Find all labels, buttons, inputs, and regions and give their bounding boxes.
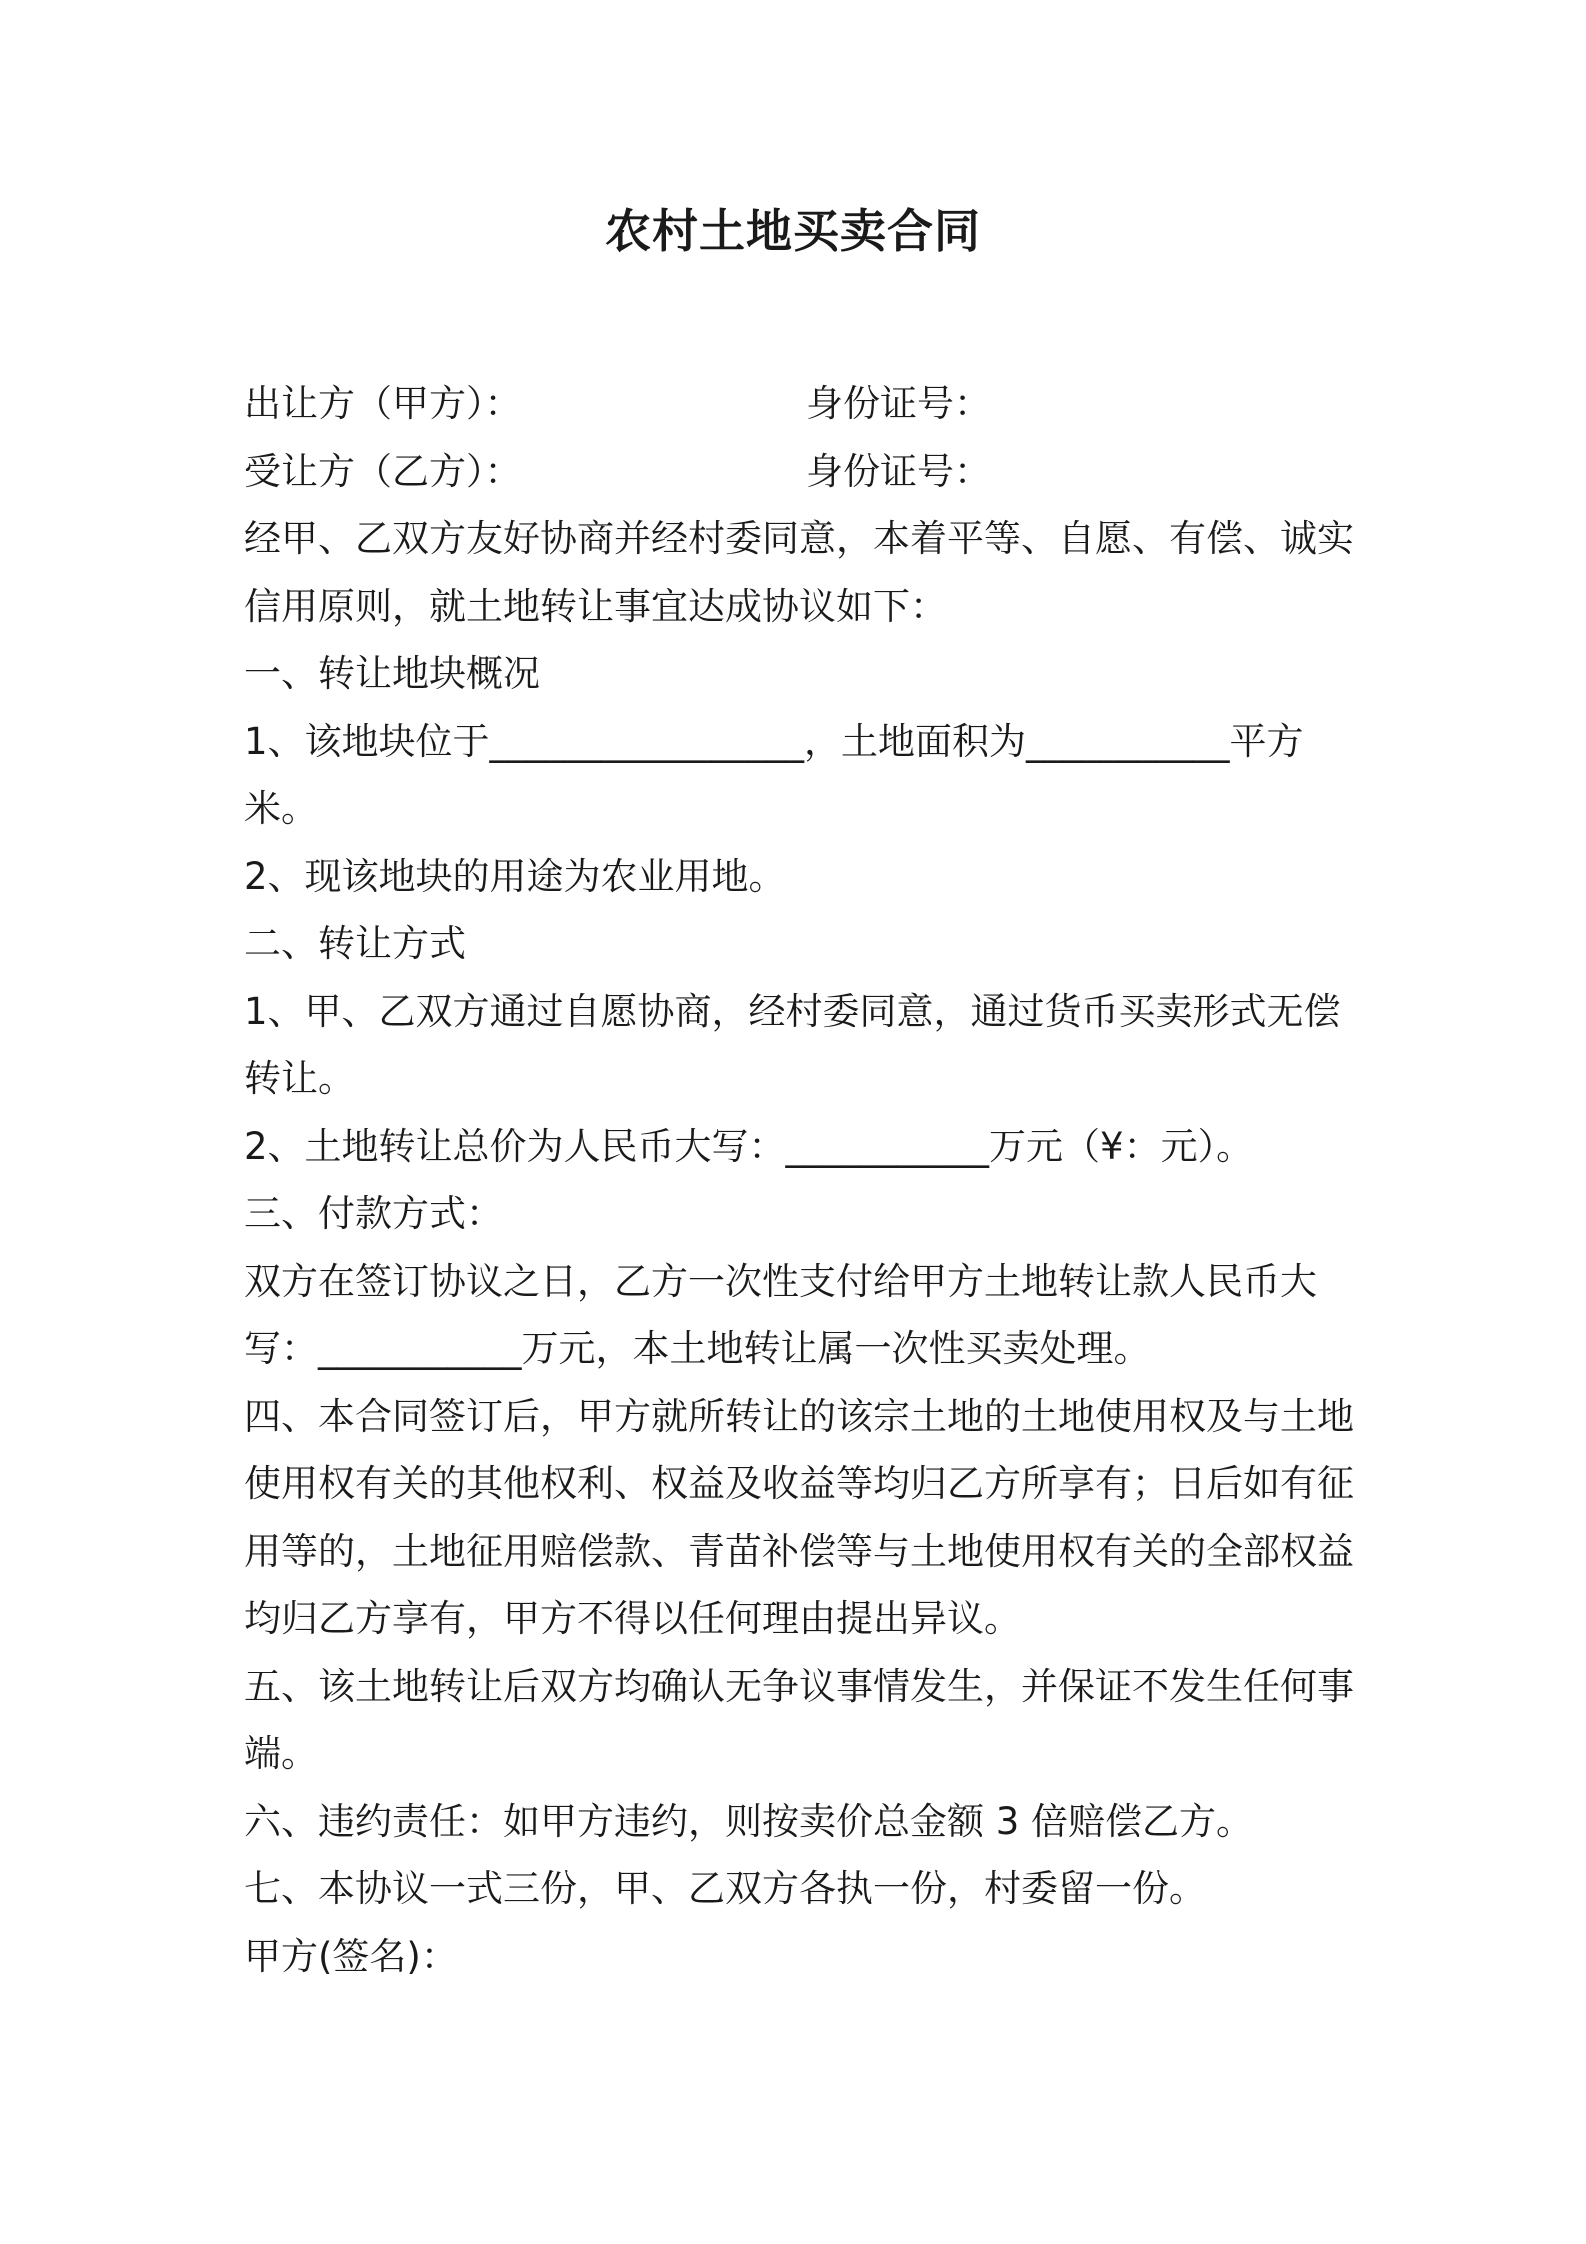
text-line: 双方在签订协议之日，乙方一次性支付给甲方土地转让款人民币大: [244, 1259, 1317, 1303]
text-line: 六、违约责任：如甲方违约，则按卖价总金额 3 倍赔偿乙方。: [244, 1799, 1254, 1843]
text-line: 1、该地块位于_________________，土地面积为___________平方: [244, 719, 1304, 763]
transferor-id-label: 身份证号：: [806, 382, 991, 425]
text-line: 2、现该地块的用途为农业用地。: [244, 854, 786, 898]
text-line: 使用权有关的其他权利、权益及收益等均归乙方所享有；日后如有征: [244, 1462, 1354, 1505]
document-title: 农村土地买卖合同: [605, 204, 981, 258]
transferee-label: 受让方（乙方）：: [244, 449, 522, 493]
text-line: 信用原则，就土地转让事宜达成协议如下：: [244, 584, 947, 628]
text-line: 2、土地转让总价为人民币大写：___________万元（¥：元）。: [244, 1124, 1254, 1168]
text-line: 写：___________万元，本土地转让属一次性买卖处理。: [244, 1327, 1151, 1370]
transferor-row: [244, 370, 1364, 438]
text-line: 均归乙方享有，甲方不得以任何理由提出异议。: [244, 1597, 1021, 1640]
transferee-id-label: 身份证号：: [806, 449, 991, 493]
section-heading: 三、付款方式：: [244, 1192, 503, 1235]
document-body: [244, 370, 1364, 1990]
transferor-label: 出让方（甲方）：: [244, 382, 522, 425]
text-line: 1、甲、乙双方通过自愿协商，经村委同意，通过货币买卖形式无偿: [244, 989, 1341, 1033]
section-heading: 二、转让方式: [244, 922, 466, 965]
section-heading: 一、转让地块概况: [244, 652, 540, 695]
text-line: 端。: [244, 1732, 318, 1775]
signature-line: 甲方(签名)：: [244, 1934, 458, 1978]
text-line: 用等的，土地征用赔偿款、青苗补偿等与土地使用权有关的全部权益: [244, 1529, 1354, 1573]
transferee-row: [244, 438, 1364, 506]
text-line: 转让。: [244, 1057, 355, 1100]
text-line: 七、本协议一式三份，甲、乙双方各执一份，村委留一份。: [244, 1867, 1206, 1910]
text-line: 四、本合同签订后，甲方就所转让的该宗土地的土地使用权及与土地: [244, 1394, 1354, 1438]
text-line: 经甲、乙双方友好协商并经村委同意，本着平等、自愿、有偿、诚实: [244, 517, 1354, 560]
text-line: 五、该土地转让后双方均确认无争议事情发生，并保证不发生任何事: [244, 1664, 1354, 1708]
text-line: 米。: [244, 787, 318, 830]
